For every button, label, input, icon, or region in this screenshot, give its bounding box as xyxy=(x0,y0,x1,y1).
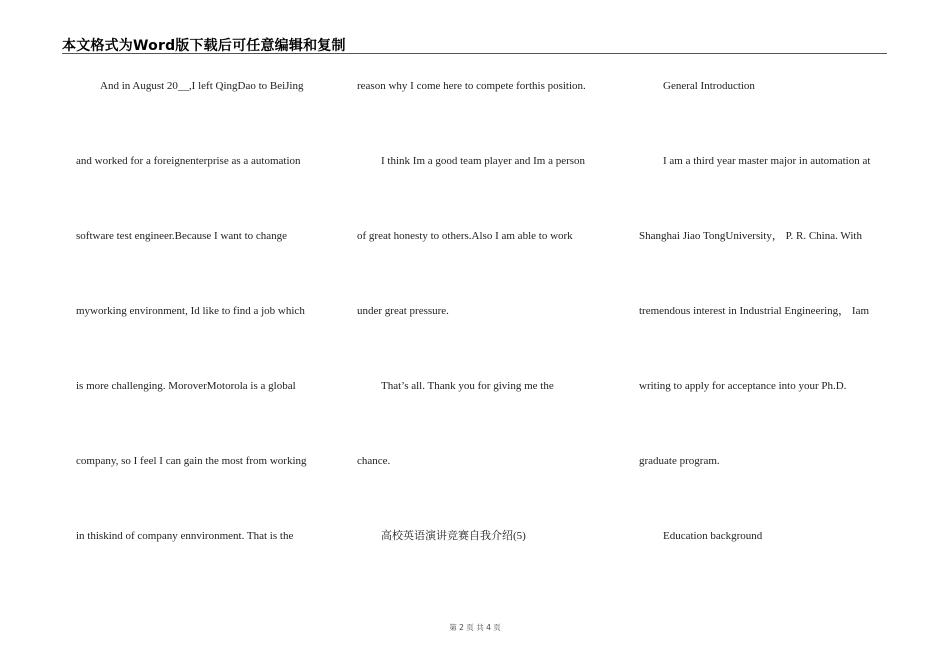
text-line: Education background xyxy=(663,530,763,542)
page-number-footer: 第 2 页 共 4 页 xyxy=(449,623,501,632)
document-header-title: 本文格式为Word版下载后可任意编辑和复制 xyxy=(62,38,346,54)
text-line: under great pressure. xyxy=(357,305,449,317)
header-divider xyxy=(62,53,887,54)
text-line: software test engineer.Because I want to change xyxy=(76,230,288,242)
text-line: reason why I come here to compete forthis position. xyxy=(357,80,586,92)
text-line: and worked for a foreignenterprise as a automation xyxy=(76,155,301,167)
text-line: graduate program. xyxy=(639,455,720,467)
text-line: myworking environment, Id like to find a job which xyxy=(76,305,305,317)
text-line: writing to apply for acceptance into your Ph.D. xyxy=(639,380,847,392)
text-line: of great honesty to others.Also I am able to work xyxy=(357,230,573,242)
text-line: Shanghai Jiao TongUniversity， P. R. China. With xyxy=(639,230,862,242)
text-line: is more challenging. MoroverMotorola is a global xyxy=(76,380,296,392)
text-line: 高校英语演讲竞赛自我介绍(5) xyxy=(381,530,526,542)
text-line: I am a third year master major in automation at xyxy=(663,155,871,167)
text-line: That’s all. Thank you for giving me the xyxy=(381,380,554,392)
text-line: chance. xyxy=(357,455,391,467)
text-line: And in August 20__,I left QingDao to BeiJing xyxy=(100,80,304,92)
text-line: in thiskind of company ennvironment. That is the xyxy=(76,530,294,542)
text-line: I think Im a good team player and Im a person xyxy=(381,155,586,167)
text-line: tremendous interest in Industrial Engineering， Iam xyxy=(639,305,870,317)
text-line: General Introduction xyxy=(663,80,755,92)
text-line: company, so I feel I can gain the most from working xyxy=(76,455,307,467)
